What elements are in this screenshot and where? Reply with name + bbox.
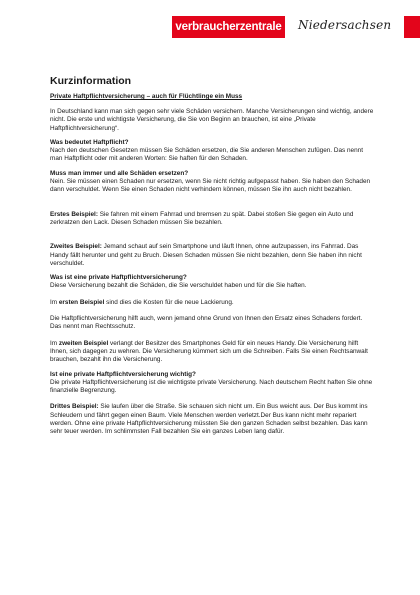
- paragraph-haftpflicht: Nach den deutschen Gesetzen müssen Sie Schäden ersetzen, die Sie anderen Menschen zufügen. Das nennt man Haftpflicht oder mit anderen Worten: Sie haften für den Schaden.: [50, 147, 363, 163]
- paragraph-wichtig: Die private Haftpflichtversicherung ist die wichtigste private Versicherung. Nach deutschem Recht haften Sie ohne finanzielle Begrenzung.: [50, 378, 373, 395]
- document-body: [50, 75, 375, 437]
- verbraucherzentrale-logo[interactable]: verbraucherzentrale: [172, 16, 285, 38]
- paragraph-rechtsschutz: Die Haftpflichtversicherung hilft auch, wenn jemand ohne Grund von Ihnen den Ersatz eines Schadens fordert. Das nennt man Rechtsschutz.: [50, 315, 363, 331]
- example-2-label: Zweites Beispiel:: [50, 243, 102, 251]
- paragraph-schaeden: Nein. Sie müssen einen Schaden nur ersetzen, wenn Sie nicht richtig aufgepasst haben. Sie haben den Schaden dann verschuldet. Wenn Sie einen Schaden nicht verhindern können, müssen Sie ihn auch nicht bezahlen.: [50, 178, 371, 194]
- paragraph-private-haftpflicht: Diese Versicherung bezahlt die Schäden, die Sie verschuldet haben und für die Sie haften.: [50, 282, 307, 290]
- text-fragment: Im: [50, 339, 59, 347]
- example-3: [50, 403, 375, 436]
- section-heading-private-haftpflicht: Was ist eine private Haftpflichtversicherung?: [50, 274, 187, 282]
- page-title: Kurzinformation: [50, 75, 132, 87]
- example-1-text: Sie fahren mit einem Fahrrad und bremsen zu spät. Dabei stoßen Sie gegen ein Auto und zerkratzen den Lack. Diesen Schaden müssen Sie bezahlen.: [50, 210, 354, 226]
- text-fragment: verlangt der Besitzer des Smartphones Geld für ein neues Handy. Die Versicherung hilft Ihnen, sich dagegen zu wehren. Die Versicherung kümmert sich um die Schreiben. Falls Sie einen Rechtsanwalt brauchen, bezahlt ihn die Versicherung.: [50, 339, 368, 364]
- section-heading-haftpflicht: Was bedeutet Haftpflicht?: [50, 138, 129, 146]
- section-heading-wichtig: Ist eine private Haftpflichtversicherung wichtig?: [50, 370, 196, 378]
- document-subtitle: Private Haftpflichtversicherung – auch für Flüchtlinge ein Muss: [50, 93, 243, 100]
- example-1-label: Erstes Beispiel:: [50, 210, 98, 218]
- paragraph-first-example-ref: [50, 299, 375, 307]
- example-1: [50, 211, 375, 228]
- example-2: [50, 243, 375, 268]
- text-fragment: sind dies die Kosten für die neue Lackierung.: [104, 298, 234, 306]
- text-fragment: Im: [50, 298, 59, 306]
- brand-square-icon: [404, 16, 420, 38]
- example-3-text: Sie laufen über die Straße. Sie schauen sich nicht um. Ein Bus weicht aus. Der Bus kommt ins Schleudern und fährt gegen einen Baum. Viele Menschen werden verletzt.Der Bus kann nicht mehr repariert werden. Ohne eine private Haftpflichtversicherung müssten Sie den ganzen Schaden selbst bezahlen. Das kann sehr teuer werden. Im schlimmsten Fall bezahlen Sie ein ganzes Leben lang dafür.: [50, 403, 368, 436]
- first-example-label: ersten Beispiel: [58, 298, 105, 306]
- header: [172, 16, 420, 40]
- example-2-text: Jemand schaut auf sein Smartphone und läuft Ihnen, ohne aufzupassen, ins Fahrrad. Das Handy fällt herunter und geht zu Bruch. Diesen Schaden müssen Sie nicht bezahlen, denn Sie haben ihn nicht verschuldet.: [50, 243, 362, 267]
- region-logo: Niedersachsen: [298, 18, 392, 32]
- second-example-label: zweiten Beispiel: [58, 339, 109, 347]
- intro-paragraph: In Deutschland kann man sich gegen sehr viele Schäden versichern. Manche Versicherungen sind wichtig, andere nicht. Die erste und wichtigste Versicherung, die Sie von Beginn an brauchen, ist eine „Private Haftpflichtversicherung“.: [50, 108, 374, 132]
- example-3-label: Drittes Beispiel:: [50, 403, 99, 411]
- section-heading-schaeden: Muss man immer und alle Schäden ersetzen?: [50, 169, 189, 177]
- paragraph-second-example-ref: [50, 340, 375, 365]
